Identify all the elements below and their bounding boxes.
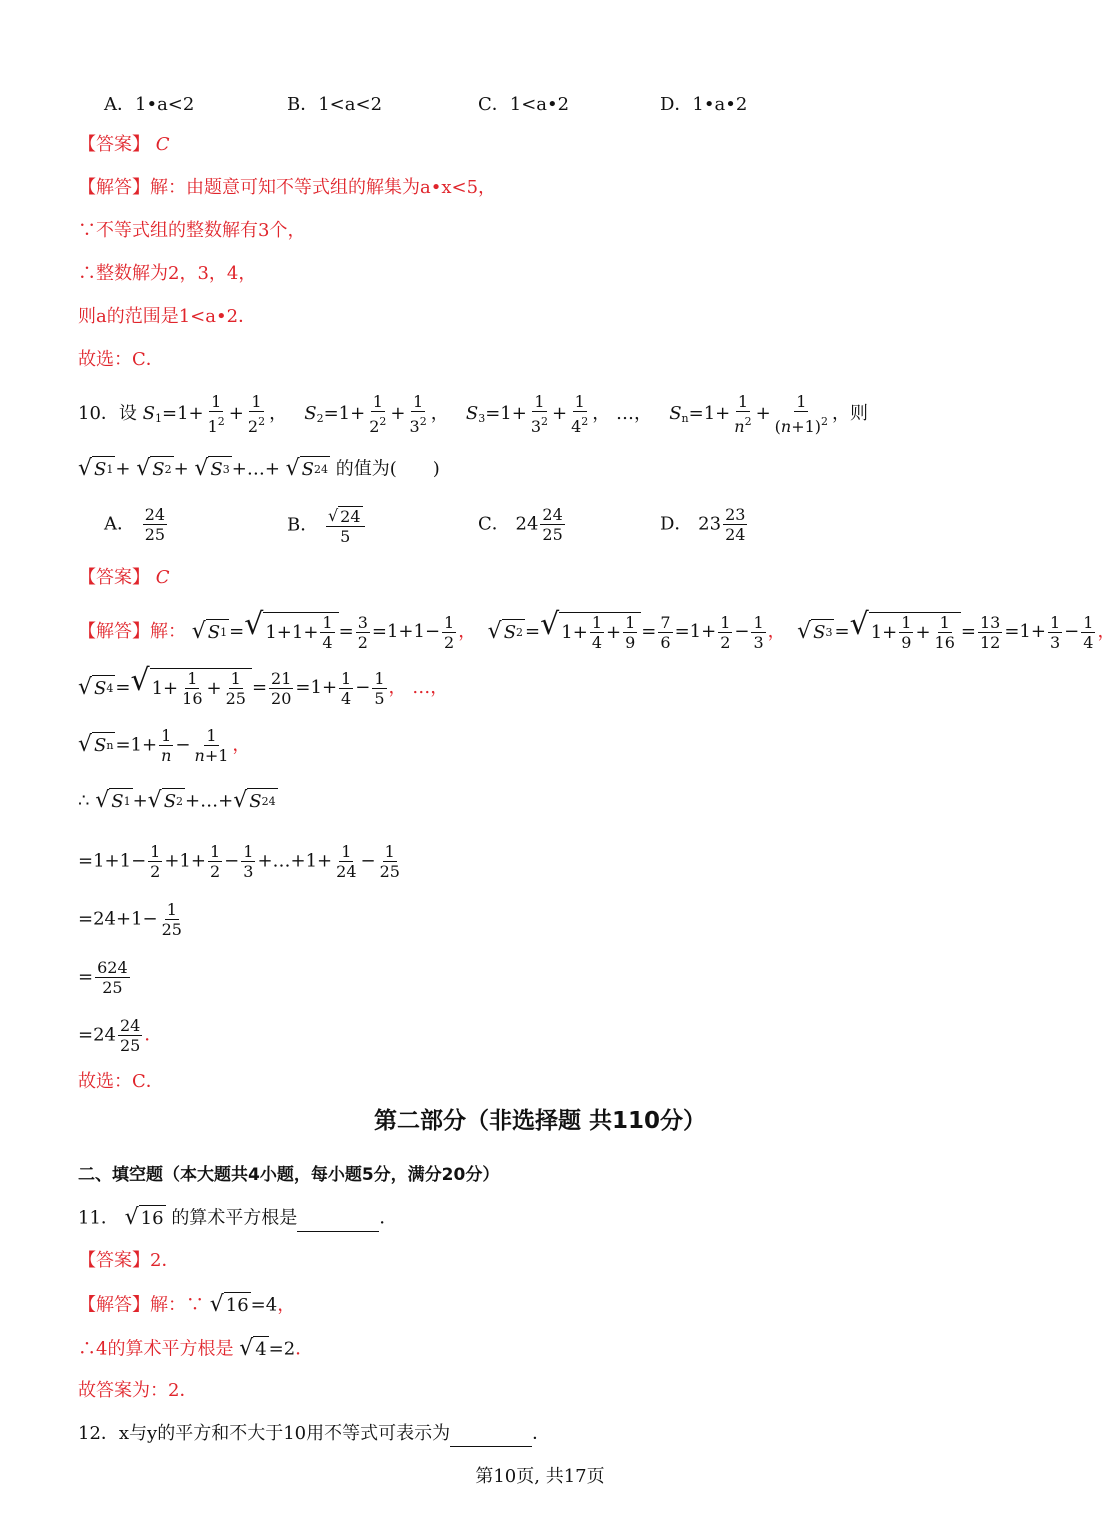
answer-label: 【答案】 <box>78 1250 150 1271</box>
q9-solution-line-3: ∴整数解为2，3，4， <box>78 263 257 284</box>
q9-final: 故选：C． <box>78 349 164 370</box>
solution-intro: 解：∵ <box>150 1294 204 1316</box>
q10-solution-line-6: =24+1− $\frac{1}{25}$ <box>78 900 182 939</box>
q10-option-a: A． $\frac{24}{25}$ <box>104 505 166 544</box>
q11-solution-line-1: 【解答】解：∵ √ 16 =4， <box>78 1292 296 1317</box>
solution-intro: 解： <box>150 621 186 642</box>
q11-solution-line-2: ∴4的算术平方根是 √ 4 =2． <box>78 1336 314 1361</box>
q9-solution-line-4: 则a的范围是1<a•2． <box>78 306 257 327</box>
q10-solution-line-7: = $\frac{624}{25}$ <box>78 958 128 997</box>
q11-answer <box>78 1248 179 1274</box>
answer-value: C <box>155 134 170 155</box>
q10-solution-line-5: =1+1− $\frac{1}{2}$ +1+ $\frac{1}{2}$ − $\frac{1}{3}$ +…+1+ $\frac{1}{24}$ − $\frac{1}{25}$ <box>78 842 400 881</box>
q9-option-c: C．1<a•2 <box>478 94 570 115</box>
period: ． <box>532 1423 551 1444</box>
q10-solution-line-1: 【解答】解： √ S 1 = √ 1+1+ $\frac{1}{4}$ = $\frac{3}{2}$ =1+1− $\frac{1}{2}$ ， √ S 2 = √ 1+ $\frac{1}{4}$ + $\frac{1}{9}$ = $\frac{7}{6}$ =1+ $\frac{1}{2}$ − $\frac{1}{3}$ ， √ S 3 = √ 1+ $\frac{1}{9}$ + $\frac{1}{16}$ = $\frac{13}{12}$ =1+ $\frac{1}{3}$ − $\frac{1}{4}$ ， <box>78 607 1115 652</box>
section-heading: 二、填空题（本大题共4小题，每小题5分，满分20分） <box>78 1165 500 1185</box>
stem-tail: ，则 <box>832 403 869 424</box>
q10-solution-line-8: =24 $\frac{24}{25}$ ． <box>78 1016 163 1055</box>
stem-ask: 的值为( ) <box>335 458 440 480</box>
q9-option-b: B．1<a<2 <box>287 94 383 115</box>
answer-value: C <box>155 567 170 588</box>
q10-solution-line-3: √ S n =1+ $\frac{1}{n}$ − $\frac{1}{n+1}$ ， <box>78 726 251 765</box>
solution-label: 【解答】 <box>78 621 150 642</box>
option-letter: D． <box>660 513 693 535</box>
q11-number: 11． <box>78 1207 119 1229</box>
q10-option-b: B． √ 24 5 <box>287 505 367 546</box>
q11-stem: 11． √ 16 的算术平方根是 ． <box>78 1205 398 1230</box>
q12-number: 12． <box>78 1423 119 1444</box>
answer-value: 2． <box>150 1250 180 1271</box>
q10-answer <box>78 565 170 591</box>
solution-label: 【解答】 <box>78 177 150 198</box>
q9-solution-line-1 <box>78 175 496 201</box>
q10-stem-line-2: √ S 1 + √ S 2 + √ S 3 +…+ √ S 24 的值为( ) <box>78 456 440 481</box>
option-letter: A． <box>104 513 135 535</box>
q10-option-d: D． 23 $\frac{23}{24}$ <box>660 505 746 544</box>
answer-label: 【答案】 <box>78 567 150 588</box>
period: ． <box>379 1207 398 1229</box>
answer-blank <box>450 1428 532 1447</box>
q10-final: 故选：C． <box>78 1071 164 1092</box>
q10-option-c: C． 24 $\frac{24}{25}$ <box>478 505 563 544</box>
q11-final: 故答案为：2． <box>78 1380 198 1401</box>
answer-label: 【答案】 <box>78 134 150 155</box>
solution-text: 解：由题意可知不等式组的解集为a•x<5， <box>150 177 497 198</box>
q9-option-a: A．1•a<2 <box>104 94 195 115</box>
solution-text: ∴4的算术平方根是 <box>78 1338 234 1360</box>
q12-text: x与y的平方和不大于10用不等式可表示为 <box>118 1423 451 1444</box>
q10-solution-line-2: √ S 4 = √ 1+ $\frac{1}{16}$ + $\frac{1}{25}$ = $\frac{21}{20}$ =1+ $\frac{1}{4}$ − $\frac{1}{5}$ ， …， <box>78 663 449 708</box>
option-letter: B． <box>287 514 319 536</box>
q10-stem: 10．设 $S_1=1+$ $\frac{1}{1^2}$ + $\frac{1}{2^2}$ ， $S_2=1+$ $\frac{1}{2^2}$ + $\frac{1}{3^2}$ ， $S_3=1+$ $\frac{1}{3^2}$ + $\frac{1}{4^2}$ ， …， $S_n=1+$ $\frac{1}{n^2}$ + $\frac{1}{(n+1)^2}$ ，则 <box>78 392 869 436</box>
part-two-heading: 第二部分（非选择题 共110分） <box>373 1108 707 1134</box>
page-footer: 第10页, 共17页 <box>475 1466 605 1487</box>
q9-solution-line-2: ∵不等式组的整数解有3个， <box>78 220 306 241</box>
option-letter: C． <box>478 513 510 535</box>
q12-stem <box>78 1421 550 1447</box>
q9-option-d: D．1•a•2 <box>660 94 748 115</box>
q10-number: 10．设 <box>78 403 137 424</box>
solution-label: 【解答】 <box>78 1294 150 1316</box>
q9-answer <box>78 132 170 158</box>
stem-tail: 的算术平方根是 <box>171 1207 298 1229</box>
q10-solution-line-4: ∴ √ S 1 + √ S 2 +…+ √ S 24 <box>78 788 276 813</box>
answer-blank <box>297 1213 379 1232</box>
